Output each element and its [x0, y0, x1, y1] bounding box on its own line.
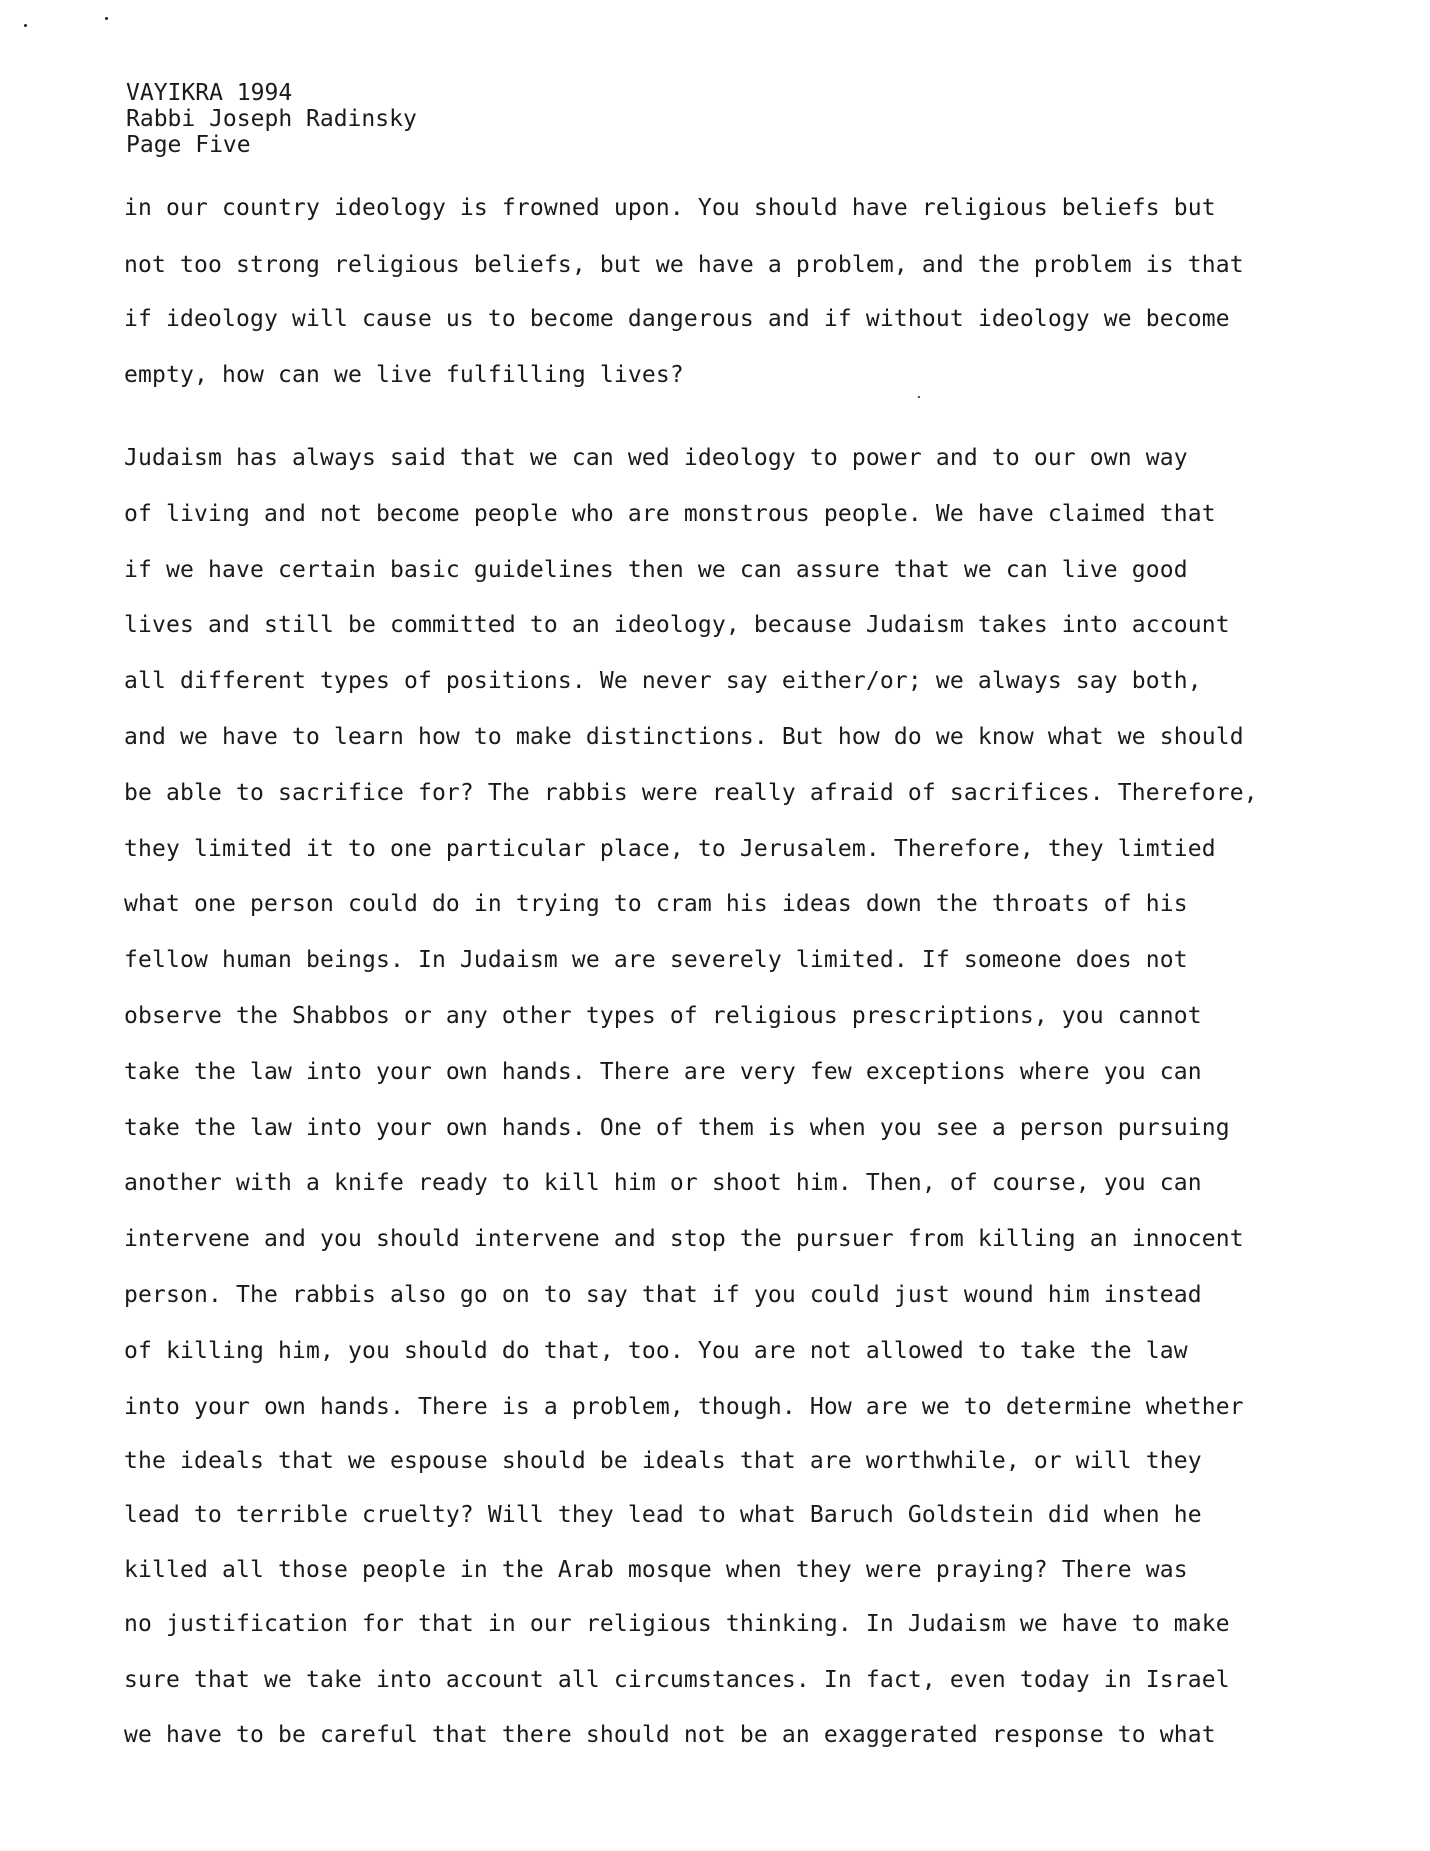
- text-line: lead to terrible cruelty? Will they lead to what Baruch Goldstein did when he: [124, 1502, 1202, 1528]
- text-line: of living and not become people who are monstrous people. We have claimed that: [124, 501, 1216, 527]
- text-line: the ideals that we espouse should be ideals that are worthwhile, or will they: [124, 1448, 1202, 1474]
- text-line: Judaism has always said that we can wed ideology to power and to our own way: [124, 445, 1188, 471]
- text-line: what one person could do in trying to cram his ideas down the throats of his: [124, 891, 1188, 917]
- text-line: into your own hands. There is a problem, though. How are we to determine whether: [124, 1394, 1244, 1420]
- header-title: VAYIKRA 1994: [126, 80, 293, 106]
- text-line: they limited it to one particular place, to Jerusalem. Therefore, they limtied: [124, 836, 1216, 862]
- text-line: no justification for that in our religious thinking. In Judaism we have to make: [124, 1611, 1230, 1637]
- text-line: killed all those people in the Arab mosque when they were praying? There was: [124, 1557, 1188, 1583]
- header-author: Rabbi Joseph Radinsky: [126, 106, 417, 132]
- header-page-label: Page Five: [126, 132, 251, 158]
- document-header: [126, 80, 417, 158]
- scan-speck: [24, 24, 27, 27]
- text-line: we have to be careful that there should not be an exaggerated response to what: [124, 1722, 1216, 1748]
- text-line: take the law into your own hands. There are very few exceptions where you can: [124, 1059, 1202, 1085]
- text-line: if ideology will cause us to become dangerous and if without ideology we become: [124, 306, 1230, 332]
- text-line: and we have to learn how to make distinctions. But how do we know what we should: [124, 724, 1244, 750]
- text-line: fellow human beings. In Judaism we are severely limited. If someone does not: [124, 947, 1188, 973]
- text-line: lives and still be committed to an ideology, because Judaism takes into account: [124, 612, 1230, 638]
- scan-speck: [105, 17, 108, 20]
- text-line: person. The rabbis also go on to say that if you could just wound him instead: [124, 1282, 1202, 1308]
- text-line: not too strong religious beliefs, but we have a problem, and the problem is that: [124, 252, 1244, 278]
- text-line: of killing him, you should do that, too. You are not allowed to take the law: [124, 1338, 1188, 1364]
- text-line: if we have certain basic guidelines then we can assure that we can live good: [124, 557, 1188, 583]
- text-line: empty, how can we live fulfilling lives?: [124, 362, 684, 388]
- text-line: be able to sacrifice for? The rabbis were really afraid of sacrifices. Therefore,: [124, 780, 1258, 806]
- text-line: all different types of positions. We never say either/or; we always say both,: [124, 668, 1202, 694]
- text-line: in our country ideology is frowned upon. You should have religious beliefs but: [124, 195, 1216, 221]
- scan-speck: [918, 396, 920, 398]
- text-line: take the law into your own hands. One of them is when you see a person pursuing: [124, 1115, 1230, 1141]
- text-line: observe the Shabbos or any other types of religious prescriptions, you cannot: [124, 1003, 1202, 1029]
- text-line: sure that we take into account all circumstances. In fact, even today in Israel: [124, 1667, 1230, 1693]
- text-line: another with a knife ready to kill him or shoot him. Then, of course, you can: [124, 1170, 1202, 1196]
- text-line: intervene and you should intervene and stop the pursuer from killing an innocent: [124, 1226, 1244, 1252]
